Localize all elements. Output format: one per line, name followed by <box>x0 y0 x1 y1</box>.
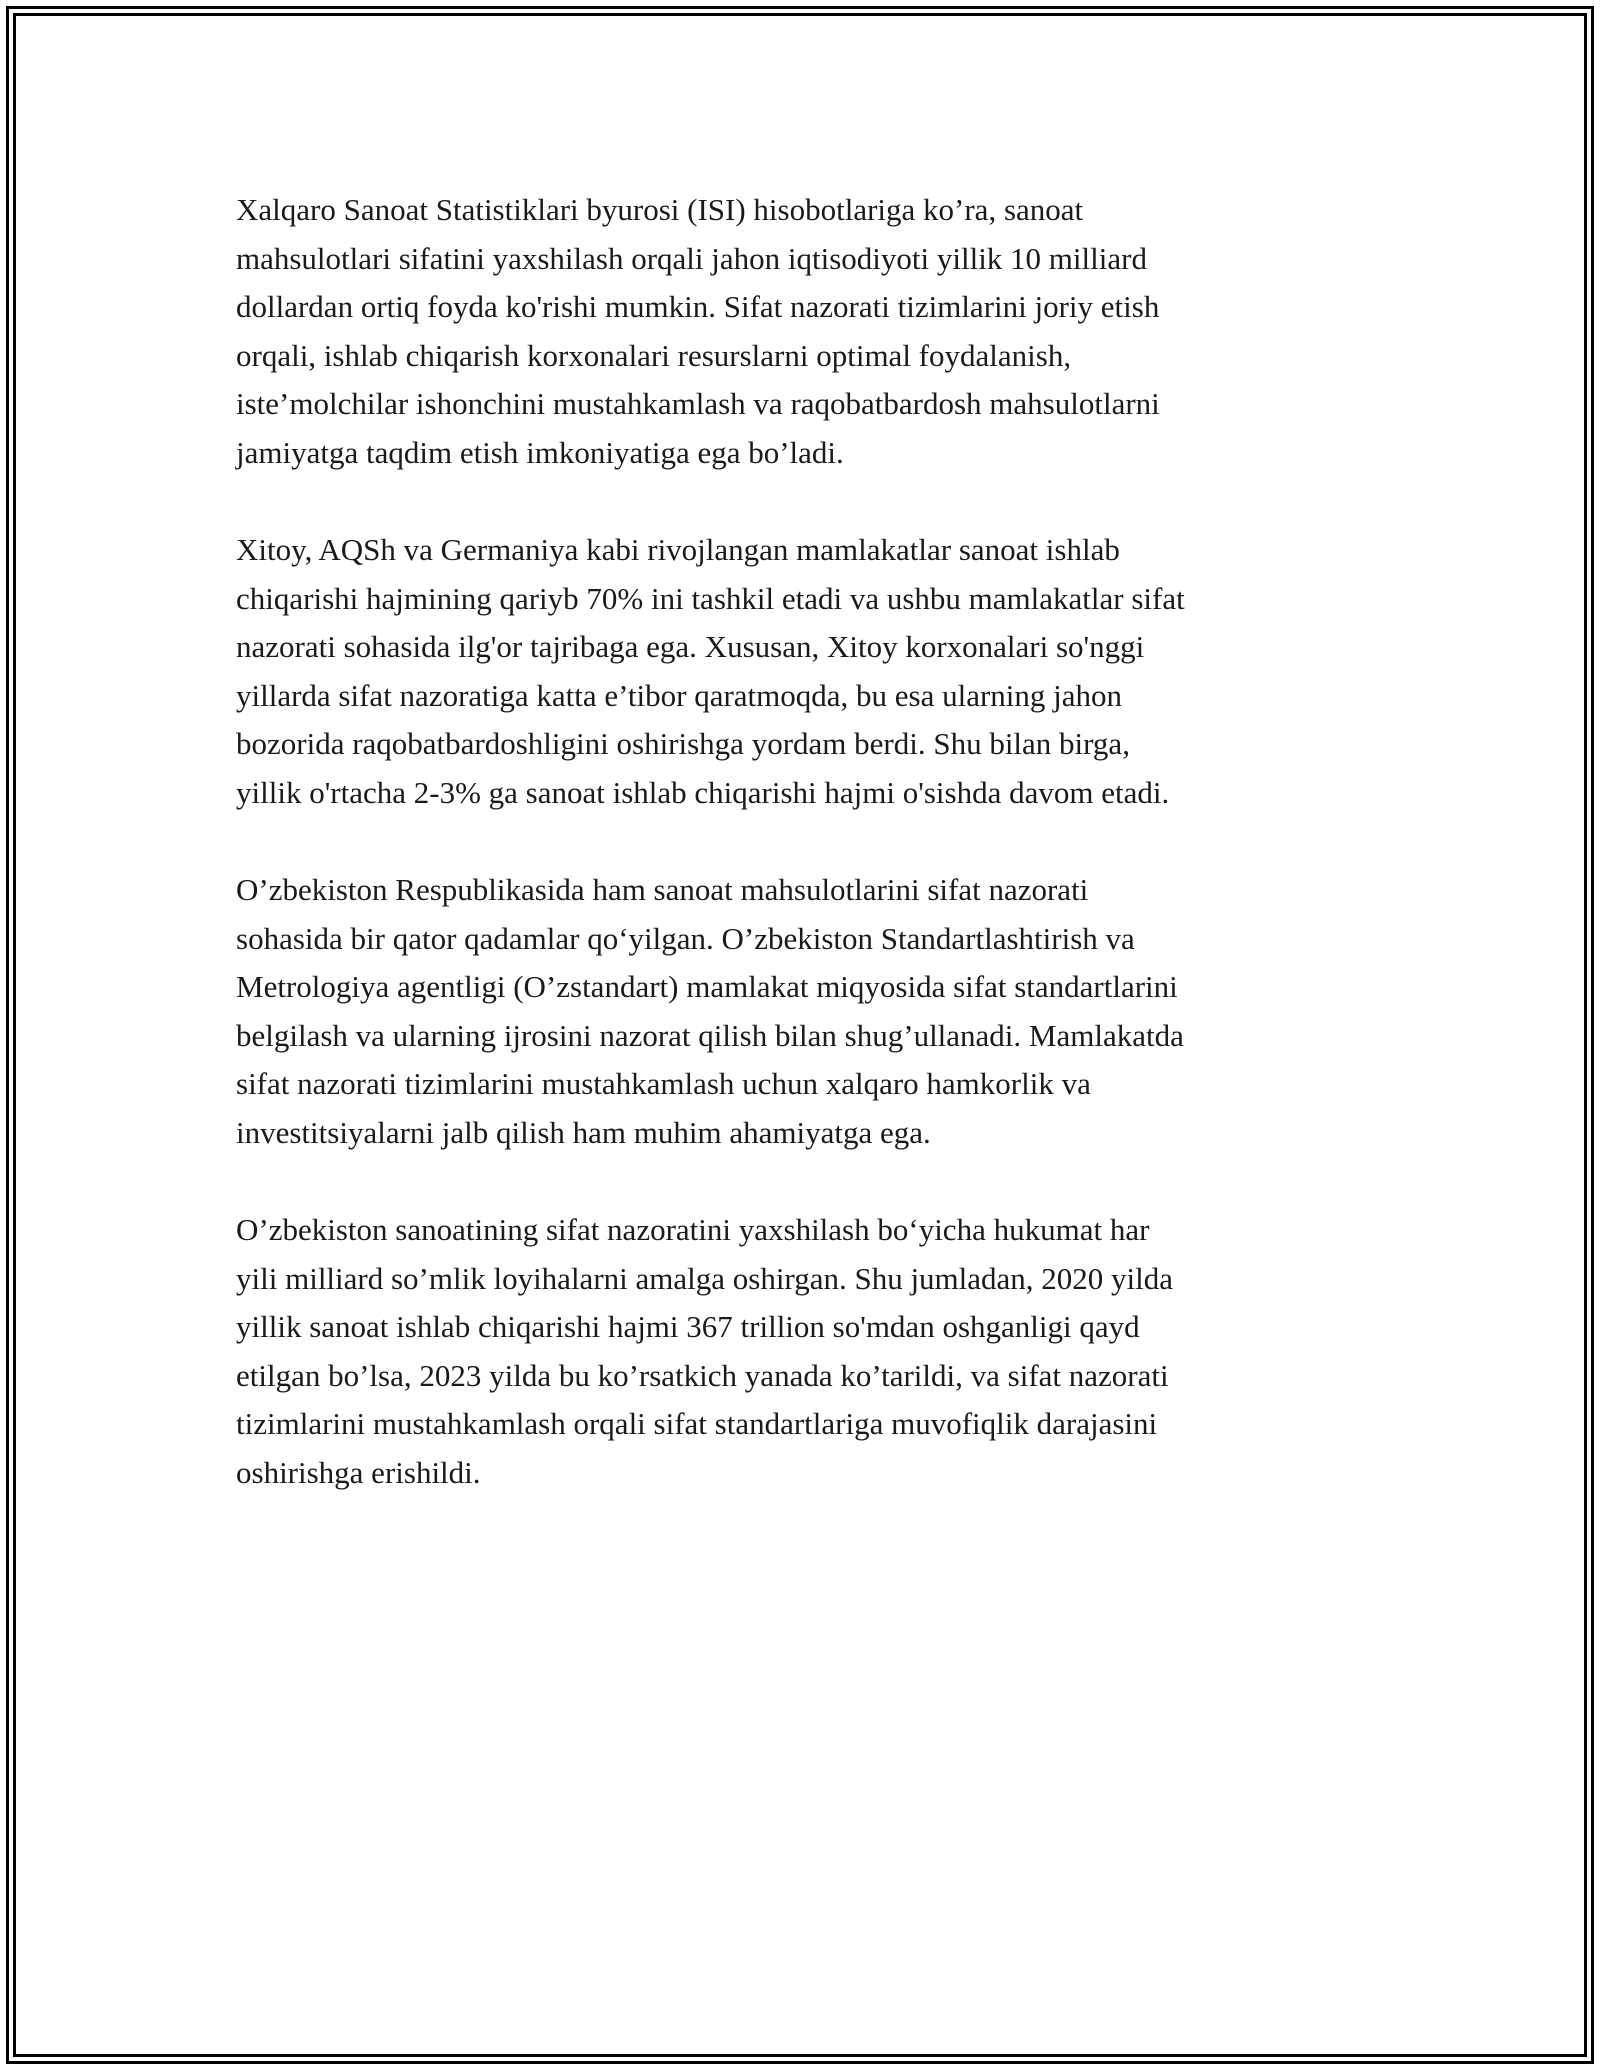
text-line: mahsulotlari sifatini yaxshilash orqali jahon iqtisodiyoti yillik 10 milliard <box>236 240 1147 276</box>
text-line: bozorida raqobatbardoshligini oshirishga yordam berdi. Shu bilan birga, <box>236 726 1130 761</box>
text-line: dollardan ortiq foyda ko'rishi mumkin. Sifat nazorati tizimlarini joriy etish <box>236 289 1160 324</box>
text-line: O’zbekiston Respublikasida ham sanoat mahsulotlarini sifat nazorati <box>236 872 1089 907</box>
text-line: chiqarishi hajmining qariyb 70% ini tashkil etadi va ushbu mamlakatlar sifat <box>236 580 1185 616</box>
text-line: yillik o'rtacha 2-3% ga sanoat ishlab chiqarishi hajmi o'sishda davom etadi. <box>236 774 1170 810</box>
text-line: jamiyatga taqdim etish imkoniyatiga ega bo’ladi. <box>236 434 844 470</box>
text-line: etilgan bo’lsa, 2023 yilda bu ko’rsatkich yanada ko’tarildi, va sifat nazorati <box>236 1357 1169 1393</box>
paragraph-4 <box>236 1206 1376 1497</box>
text-line: Metrologiya agentligi (O’zstandart) mamlakat miqyosida sifat standartlarini <box>236 969 1178 1004</box>
text-line: sifat nazorati tizimlarini mustahkamlash uchun xalqaro hamkorlik va <box>236 1066 1091 1101</box>
text-line: investitsiyalarni jalb qilish ham muhim ahamiyatga ega. <box>236 1114 931 1150</box>
text-line: belgilash va ularning ijrosini nazorat qilish bilan shug’ullanadi. Mamlakatda <box>236 1017 1184 1053</box>
text-line: Xitoy, AQSh va Germaniya kabi rivojlangan mamlakatlar sanoat ishlab <box>236 532 1120 567</box>
text-line: yili milliard so’mlik loyihalarni amalga oshirgan. Shu jumladan, 2020 yilda <box>236 1260 1174 1296</box>
paragraph-2 <box>236 526 1376 817</box>
paragraph-3 <box>236 866 1376 1157</box>
paragraph-1 <box>236 186 1376 477</box>
text-line: oshirishga erishildi. <box>236 1454 481 1490</box>
text-line: sohasida bir qator qadamlar qo‘yilgan. O’zbekiston Standartlashtirish va <box>236 920 1135 956</box>
text-line: iste’molchilar ishonchini mustahkamlash va raqobatbardosh mahsulotlarni <box>236 386 1160 421</box>
text-line: orqali, ishlab chiqarish korxonalari resurslarni optimal foydalanish, <box>236 337 1072 373</box>
text-line: O’zbekiston sanoatining sifat nazoratini yaxshilash bo‘yicha hukumat har <box>236 1212 1150 1247</box>
text-line: yillarda sifat nazoratiga katta e’tibor qaratmoqda, bu esa ularning jahon <box>236 677 1123 713</box>
document-body <box>236 186 1376 1546</box>
text-line: tizimlarini mustahkamlash orqali sifat standartlariga muvofiqlik darajasini <box>236 1406 1158 1441</box>
text-line: Xalqaro Sanoat Statistiklari byurosi (ISI) hisobotlariga ko’ra, sanoat <box>236 192 1084 227</box>
text-line: nazorati sohasida ilg'or tajribaga ega. Xususan, Xitoy korxonalari so'nggi <box>236 629 1145 664</box>
text-line: yillik sanoat ishlab chiqarishi hajmi 367 trillion so'mdan oshganligi qayd <box>236 1309 1140 1344</box>
